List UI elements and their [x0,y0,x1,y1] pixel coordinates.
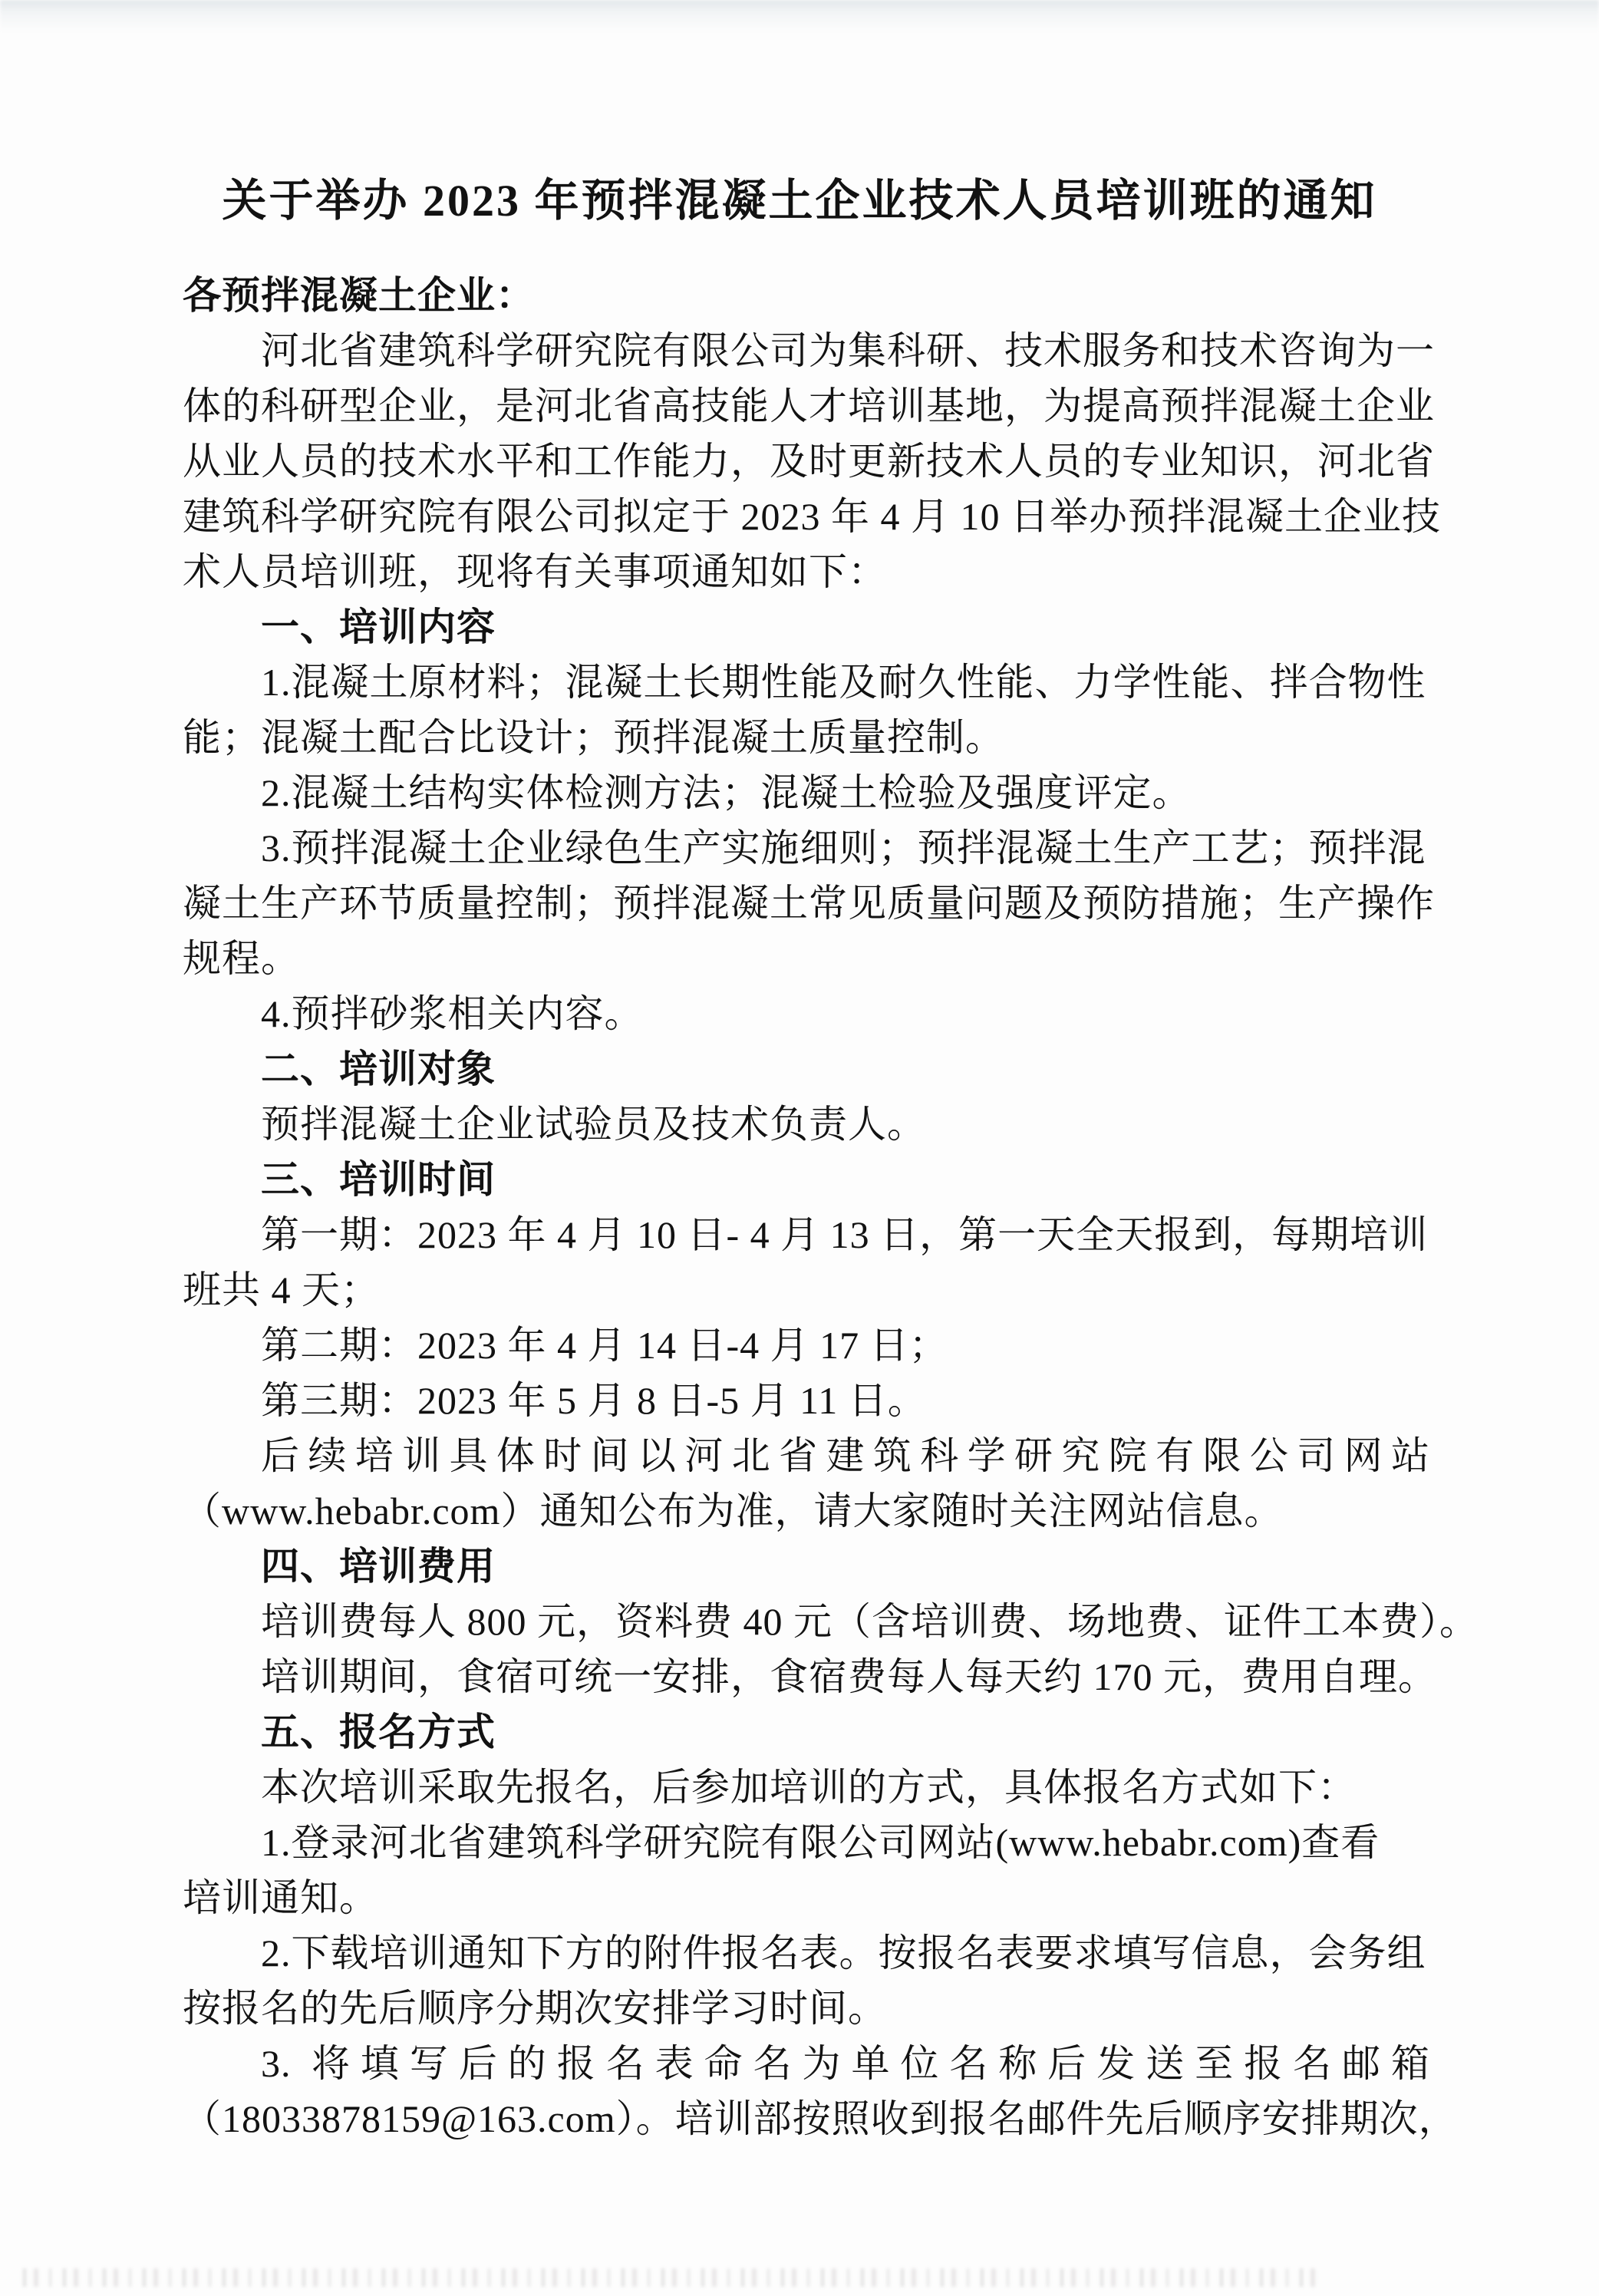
text-line: 2.下载培训通知下方的附件报名表。按报名表要求填写信息，会务组 [261,1931,1426,1974]
text-line: 第二期：2023 年 4 月 14 日-4 月 17 日； [261,1324,948,1367]
text-line: 建筑科学研究院有限公司拟定于 2023 年 4 月 10 日举办预拌混凝土企业技 [183,495,1441,538]
text-line: 河北省建筑科学研究院有限公司为集科研、技术服务和技术咨询为一 [261,329,1435,372]
text-line: 第三期：2023 年 5 月 8 日-5 月 11 日。 [261,1379,927,1422]
document-body [183,268,1479,2146]
text-line: 三、培训时间 [261,1158,496,1201]
text-line: 本次培训采取先报名，后参加培训的方式，具体报名方式如下： [261,1766,1357,1809]
scan-noise-top [0,0,1599,32]
document-title: 关于举办 2023 年预拌混凝土企业技术人员培训班的通知 [222,176,1377,226]
text-line: 班共 4 天； [183,1268,380,1311]
text-line: 第一期：2023 年 4 月 10 日- 4 月 13 日，第一天全天报到，每期培训 [261,1213,1429,1256]
text-line: 规程。 [183,937,300,980]
text-line: 后续培训具体时间以河北省建筑科学研究院有限公司网站 [261,1434,1430,1477]
text-line: 3. 将填写后的报名表命名为单位名称后发送至报名邮箱 [261,2042,1430,2085]
text-line: 4.预拌砂浆相关内容。 [261,992,644,1035]
text-line: （18033878159@163.com）。培训部按照收到报名邮件先后顺序安排期次， [183,2097,1458,2140]
text-line: 二、培训对象 [261,1047,496,1090]
text-line: （www.hebabr.com）通知公布为准，请大家随时关注网站信息。 [183,1489,1284,1532]
text-line: 从业人员的技术水平和工作能力，及时更新技术人员的专业知识，河北省 [183,440,1435,483]
text-line: 培训通知。 [183,1876,378,1919]
text-line: 能；混凝土配合比设计；预拌混凝土质量控制。 [183,716,1004,759]
text-line: 四、培训费用 [261,1545,496,1588]
text-line: 术人员培训班，现将有关事项通知如下： [183,550,887,593]
text-line: 预拌混凝土企业试验员及技术负责人。 [261,1103,926,1146]
text-line: 3.预拌混凝土企业绿色生产实施细则；预拌混凝土生产工艺；预拌混 [261,826,1426,869]
text-line: 体的科研型企业，是河北省高技能人才培训基地，为提高预拌混凝土企业 [183,384,1435,427]
text-line: 五、报名方式 [261,1710,496,1753]
text-line: 2.混凝土结构实体检测方法；混凝土检验及强度评定。 [261,771,1192,814]
text-line: 培训期间，食宿可统一安排，食宿费每人每天约 170 元，费用自理。 [261,1655,1437,1698]
text-line: 凝土生产环节质量控制；预拌混凝土常见质量问题及预防措施；生产操作 [183,882,1435,925]
text-line: 按报名的先后顺序分期次安排学习时间。 [183,1987,887,2030]
text-line: 各预拌混凝土企业： [183,274,535,317]
text-line: 培训费每人 800 元，资料费 40 元（含培训费、场地费、证件工本费）。 [261,1600,1479,1643]
text-line: 1.混凝土原材料；混凝土长期性能及耐久性能、力学性能、拌合物性 [261,661,1426,704]
text-line: 一、培训内容 [261,605,496,648]
scan-artifact-bottom [23,2268,1323,2287]
text-line: 1.登录河北省建筑科学研究院有限公司网站(www.hebabr.com)查看 [261,1821,1380,1864]
